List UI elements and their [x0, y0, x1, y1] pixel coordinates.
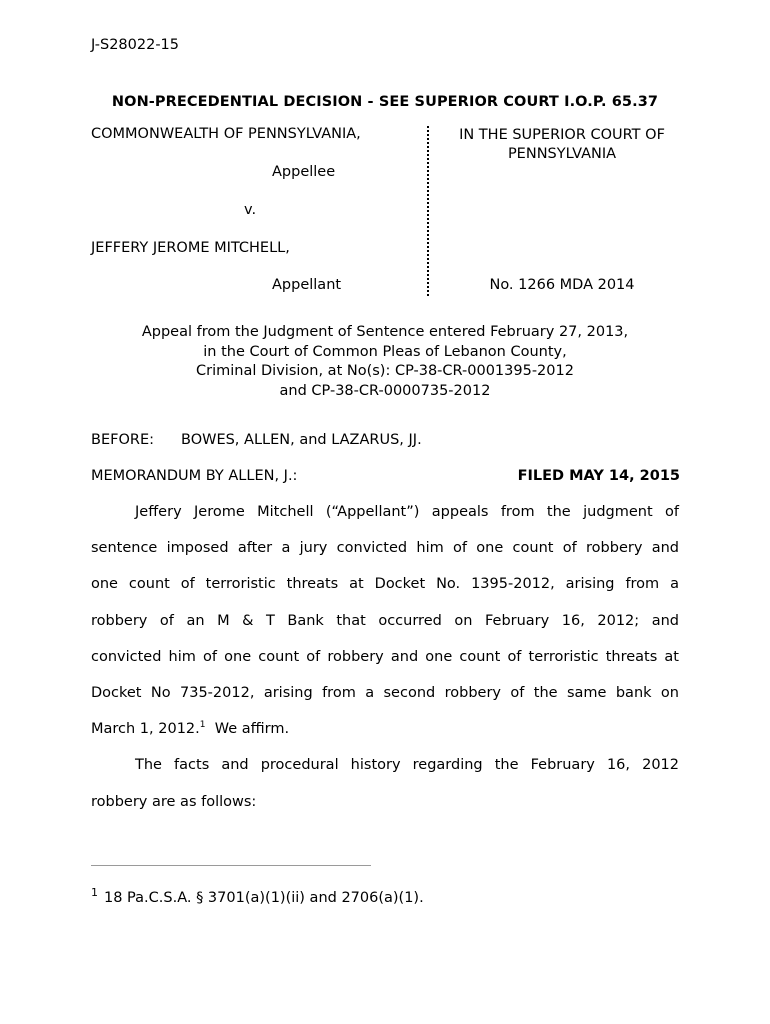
- body-line: Docket No 735-2012, arising from a second robbery of the same bank on: [91, 684, 679, 701]
- caption-court: [440, 126, 684, 293]
- body-line: The facts and procedural history regarding the February 16, 2012: [135, 757, 679, 774]
- judges: BOWES, ALLEN, and LAZARUS, JJ.: [181, 432, 422, 448]
- caption-divider: [427, 126, 429, 296]
- court-name-line2: PENNSYLVANIA: [507, 146, 617, 162]
- footnote-divider: [91, 865, 371, 866]
- docket-id: J-S28022-15: [91, 37, 180, 53]
- body-line: robbery of an M & T Bank that occurred on February 16, 2012; and: [91, 612, 679, 629]
- plaintiff-name: COMMONWEALTH OF PENNSYLVANIA,: [91, 126, 361, 142]
- defendant-role: Appellant: [272, 277, 342, 293]
- court-name-line1: IN THE SUPERIOR COURT OF: [459, 127, 665, 143]
- plaintiff-role: Appellee: [272, 164, 336, 180]
- memorandum-author: MEMORANDUM BY ALLEN, J.:: [91, 468, 298, 484]
- footnote-ref[interactable]: 1: [199, 720, 206, 731]
- versus: v.: [244, 202, 257, 218]
- body-line: robbery are as follows:: [91, 793, 257, 810]
- body-line: sentence imposed after a jury convicted him of one count of robbery and: [91, 540, 679, 557]
- footnote-text: 18 Pa.C.S.A. § 3701(a)(1)(ii) and 2706(a)(1).: [104, 890, 424, 906]
- appeal-info: [0, 323, 770, 401]
- appeal-line-4: and CP-38-CR-0000735-2012: [279, 382, 491, 399]
- filed-date: FILED MAY 14, 2015: [517, 468, 680, 484]
- defendant-name: JEFFERY JEROME MITCHELL,: [91, 240, 290, 256]
- body-text-span: We affirm.: [205, 721, 290, 738]
- before-label: BEFORE:: [91, 432, 154, 448]
- appeal-line-1: Appeal from the Judgment of Sentence entered February 27, 2013,: [141, 324, 629, 340]
- body-line: [91, 717, 679, 753]
- body-text-span: March 1, 2012.: [91, 721, 200, 738]
- opinion-body: [91, 500, 679, 826]
- body-line: Jeffery Jerome Mitchell (“Appellant”) appeals from the judgment of: [135, 504, 679, 520]
- before-panel: [91, 432, 422, 448]
- footnote-mark: 1: [91, 886, 98, 900]
- nonprecedential-heading: NON-PRECEDENTIAL DECISION - SEE SUPERIOR COURT I.O.P. 65.37: [111, 94, 659, 110]
- body-line: one count of terroristic threats at Docket No. 1395-2012, arising from a: [91, 576, 679, 593]
- body-line: convicted him of one count of robbery and one count of terroristic threats at: [91, 648, 679, 665]
- footnote: [91, 886, 424, 906]
- case-number: No. 1266 MDA 2014: [489, 277, 635, 293]
- appeal-line-2: in the Court of Common Pleas of Lebanon County,: [203, 343, 567, 360]
- appeal-line-3: Criminal Division, at No(s): CP-38-CR-0001395-2012: [196, 363, 574, 379]
